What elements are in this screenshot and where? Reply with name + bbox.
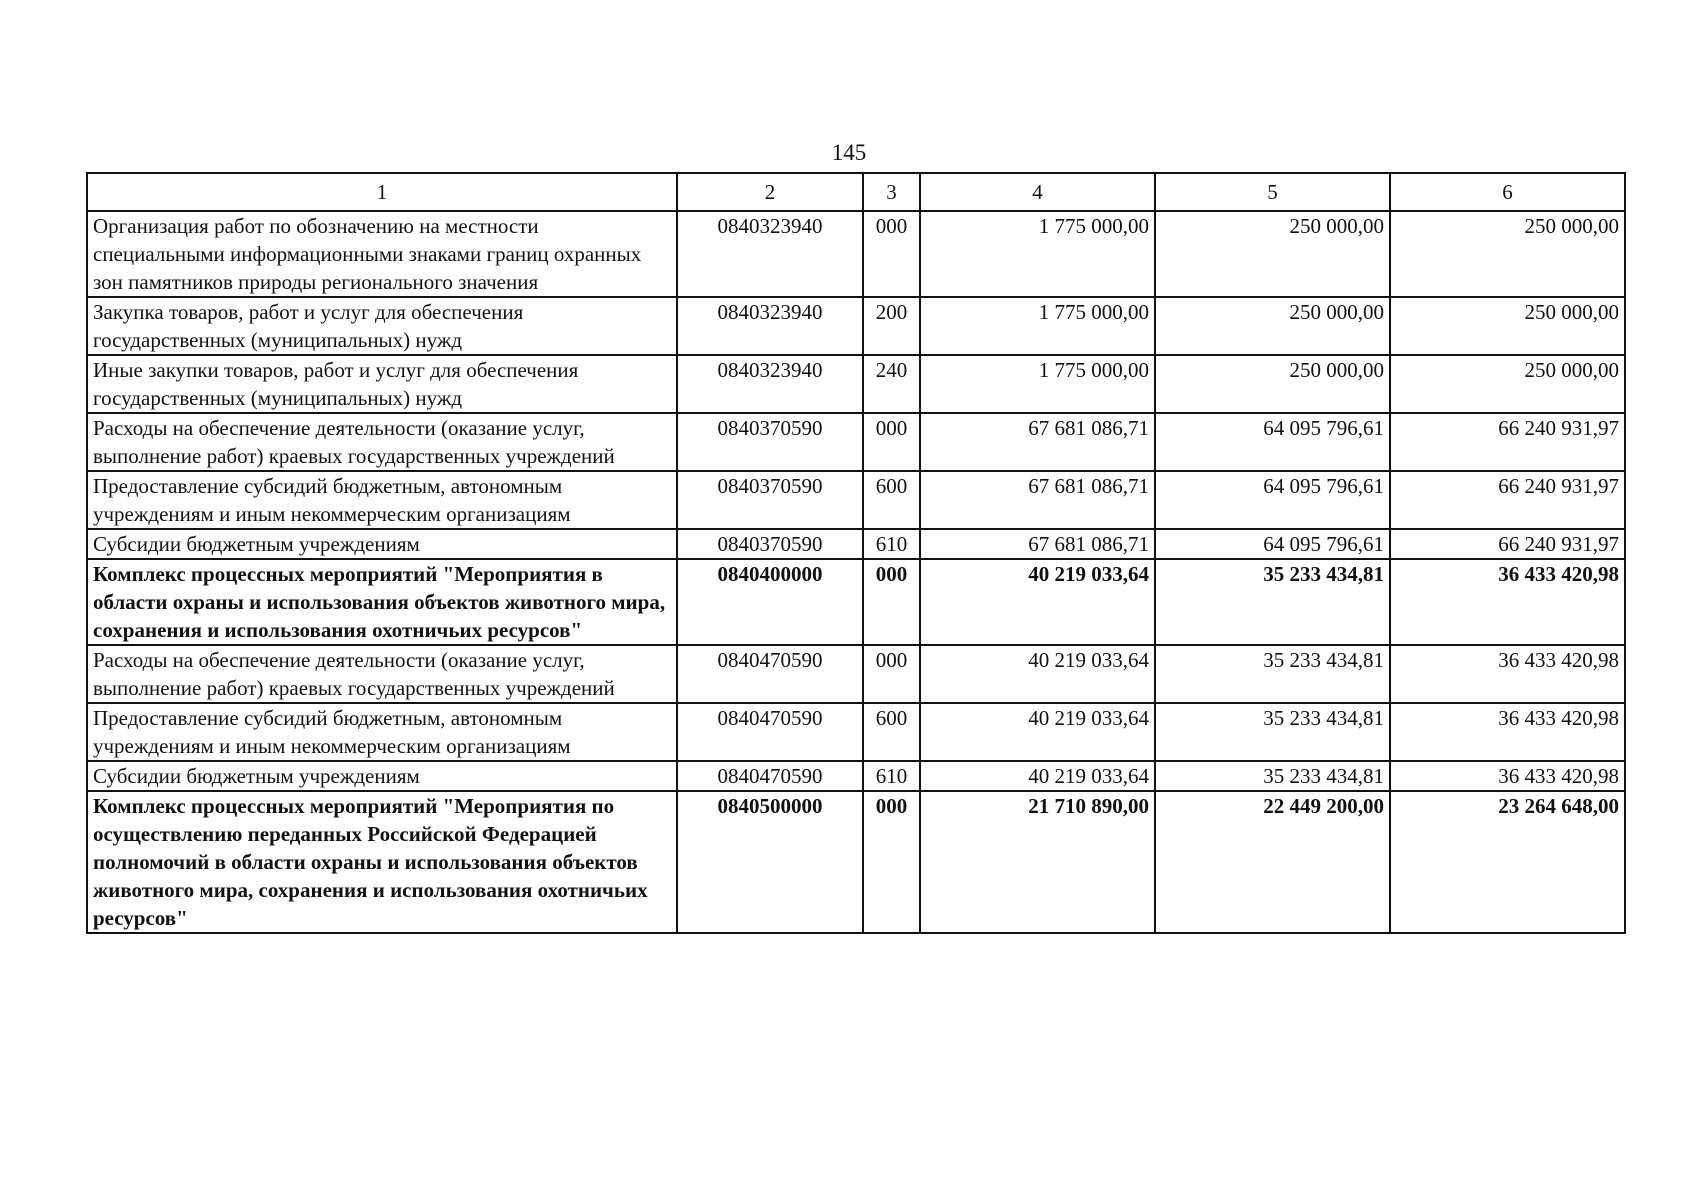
row-amount-col6-cell: 36 433 420,98	[1390, 559, 1625, 645]
row-expense-type-cell: 000	[863, 413, 920, 471]
row-amount-col4-cell: 1 775 000,00	[920, 355, 1155, 413]
row-name-cell: Предоставление субсидий бюджетным, автономным учреждениям и иным некоммерческим организациям	[87, 703, 677, 761]
table-row	[87, 761, 1625, 791]
page-number: 145	[831, 140, 867, 165]
row-name-cell: Иные закупки товаров, работ и услуг для обеспечения государственных (муниципальных) нужд	[87, 355, 677, 413]
table-row	[87, 703, 1625, 761]
row-amount-col4-cell: 40 219 033,64	[920, 761, 1155, 791]
row-amount-col6-cell: 250 000,00	[1390, 297, 1625, 355]
column-header-2: 2	[677, 173, 863, 211]
table-row	[87, 297, 1625, 355]
row-amount-col4-cell: 67 681 086,71	[920, 413, 1155, 471]
row-expense-type-cell: 000	[863, 645, 920, 703]
row-expense-type-cell: 240	[863, 355, 920, 413]
table-row	[87, 355, 1625, 413]
row-code-cell: 0840470590	[677, 703, 863, 761]
row-expense-type-cell: 600	[863, 703, 920, 761]
row-expense-type-cell: 000	[863, 559, 920, 645]
table-body	[87, 211, 1625, 933]
row-code-cell: 0840370590	[677, 413, 863, 471]
row-amount-col6-cell: 250 000,00	[1390, 355, 1625, 413]
row-expense-type-cell: 600	[863, 471, 920, 529]
row-amount-col5-cell: 35 233 434,81	[1155, 645, 1390, 703]
row-amount-col4-cell: 1 775 000,00	[920, 211, 1155, 297]
row-expense-type-cell: 200	[863, 297, 920, 355]
row-name-cell: Комплекс процессных мероприятий "Мероприятия по осуществлению переданных Российской Федерацией полномочий в области охраны и использования объектов животного мира, сохранения и использования охотничьих ресурсов"	[87, 791, 677, 933]
table-row	[87, 645, 1625, 703]
row-name-cell: Закупка товаров, работ и услуг для обеспечения государственных (муниципальных) нужд	[87, 297, 677, 355]
row-amount-col5-cell: 250 000,00	[1155, 211, 1390, 297]
row-amount-col6-cell: 250 000,00	[1390, 211, 1625, 297]
row-amount-col6-cell: 36 433 420,98	[1390, 703, 1625, 761]
row-amount-col5-cell: 35 233 434,81	[1155, 703, 1390, 761]
row-amount-col4-cell: 67 681 086,71	[920, 471, 1155, 529]
column-header-5: 5	[1155, 173, 1390, 211]
row-name-cell: Расходы на обеспечение деятельности (оказание услуг, выполнение работ) краевых государственных учреждений	[87, 413, 677, 471]
budget-table	[86, 172, 1626, 934]
row-code-cell: 0840323940	[677, 297, 863, 355]
row-amount-col4-cell: 40 219 033,64	[920, 559, 1155, 645]
column-header-6: 6	[1390, 173, 1625, 211]
table-row	[87, 471, 1625, 529]
table-header-row	[87, 173, 1625, 211]
row-amount-col4-cell: 67 681 086,71	[920, 529, 1155, 559]
row-name-cell: Организация работ по обозначению на местности специальными информационными знаками границ охранных зон памятников природы регионального значения	[87, 211, 677, 297]
row-code-cell: 0840470590	[677, 645, 863, 703]
row-code-cell: 0840323940	[677, 355, 863, 413]
row-code-cell: 0840370590	[677, 471, 863, 529]
row-amount-col6-cell: 66 240 931,97	[1390, 413, 1625, 471]
row-code-cell: 0840470590	[677, 761, 863, 791]
row-amount-col4-cell: 21 710 890,00	[920, 791, 1155, 933]
row-amount-col5-cell: 35 233 434,81	[1155, 761, 1390, 791]
row-amount-col5-cell: 250 000,00	[1155, 297, 1390, 355]
row-expense-type-cell: 610	[863, 529, 920, 559]
row-amount-col5-cell: 22 449 200,00	[1155, 791, 1390, 933]
row-amount-col4-cell: 40 219 033,64	[920, 703, 1155, 761]
row-name-cell: Комплекс процессных мероприятий "Мероприятия в области охраны и использования объектов животного мира, сохранения и использования охотничьих ресурсов"	[87, 559, 677, 645]
row-amount-col6-cell: 66 240 931,97	[1390, 471, 1625, 529]
table-row	[87, 413, 1625, 471]
row-amount-col4-cell: 1 775 000,00	[920, 297, 1155, 355]
row-name-cell: Субсидии бюджетным учреждениям	[87, 761, 677, 791]
row-name-cell: Субсидии бюджетным учреждениям	[87, 529, 677, 559]
row-amount-col6-cell: 36 433 420,98	[1390, 761, 1625, 791]
row-expense-type-cell: 000	[863, 791, 920, 933]
row-amount-col6-cell: 66 240 931,97	[1390, 529, 1625, 559]
row-code-cell: 0840370590	[677, 529, 863, 559]
column-header-1: 1	[87, 173, 677, 211]
row-code-cell: 0840400000	[677, 559, 863, 645]
table-row	[87, 791, 1625, 933]
row-code-cell: 0840323940	[677, 211, 863, 297]
column-header-4: 4	[920, 173, 1155, 211]
row-name-cell: Предоставление субсидий бюджетным, автономным учреждениям и иным некоммерческим организациям	[87, 471, 677, 529]
row-expense-type-cell: 610	[863, 761, 920, 791]
row-amount-col5-cell: 64 095 796,61	[1155, 413, 1390, 471]
column-header-3: 3	[863, 173, 920, 211]
table-row	[87, 211, 1625, 297]
row-amount-col5-cell: 64 095 796,61	[1155, 471, 1390, 529]
row-name-cell: Расходы на обеспечение деятельности (оказание услуг, выполнение работ) краевых государственных учреждений	[87, 645, 677, 703]
row-amount-col6-cell: 23 264 648,00	[1390, 791, 1625, 933]
table-row	[87, 559, 1625, 645]
table-row	[87, 529, 1625, 559]
row-amount-col4-cell: 40 219 033,64	[920, 645, 1155, 703]
row-amount-col5-cell: 64 095 796,61	[1155, 529, 1390, 559]
row-code-cell: 0840500000	[677, 791, 863, 933]
row-expense-type-cell: 000	[863, 211, 920, 297]
row-amount-col6-cell: 36 433 420,98	[1390, 645, 1625, 703]
row-amount-col5-cell: 35 233 434,81	[1155, 559, 1390, 645]
row-amount-col5-cell: 250 000,00	[1155, 355, 1390, 413]
